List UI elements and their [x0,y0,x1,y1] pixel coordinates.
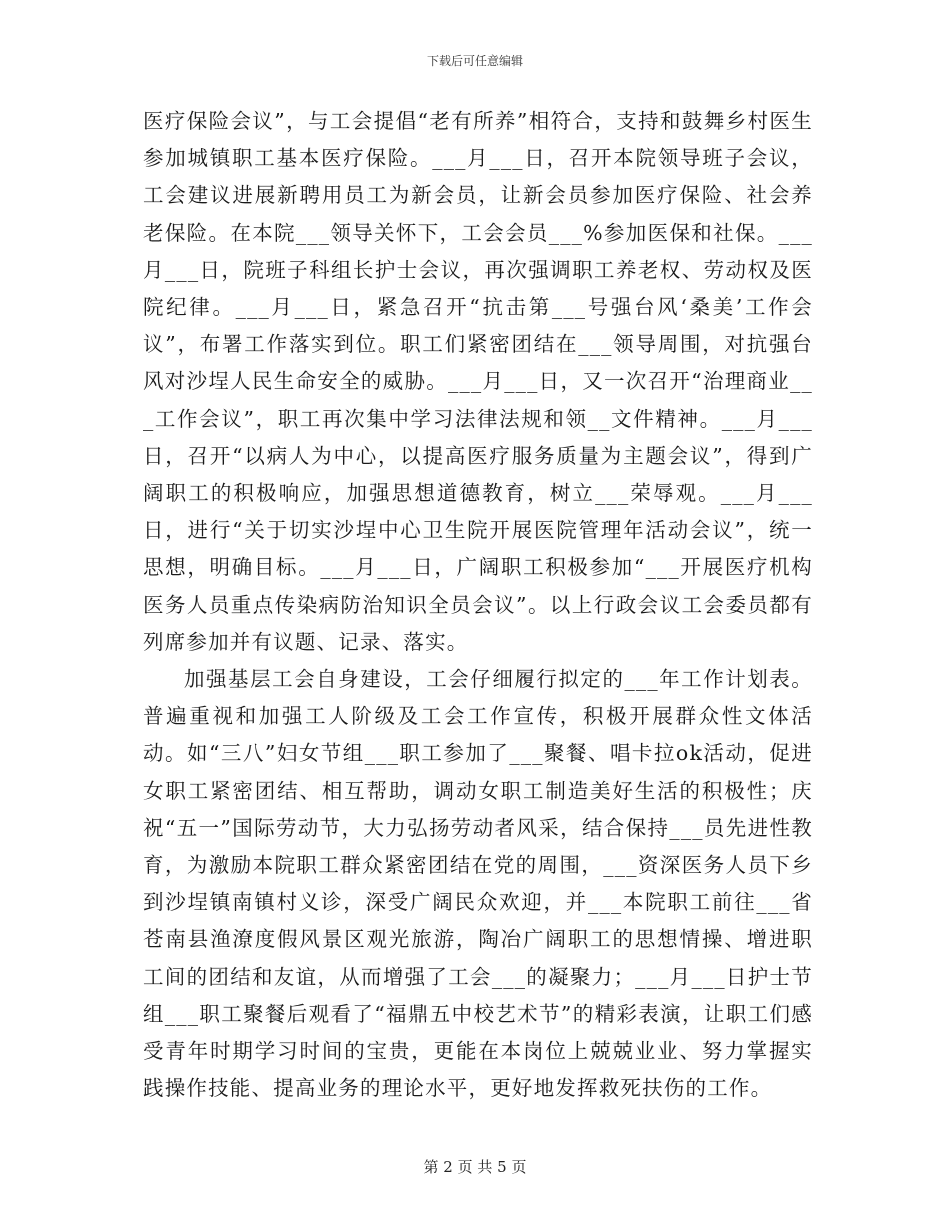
page-number-footer: 第 2 页 共 5 页 [423,1158,527,1176]
paragraph-union-building: 加强基层工会自身建设，工会仔细履行拟定的___年工作计划表。普遍重视和加强工人阶级及工会工作宣传，积极开展群众性文体活动。如“三八”妇女节组___职工参加了___聚餐、唱卡拉ok活动，促进女职工紧密团结、相互帮助，调动女职工制造美好生活的积极性；庆祝“五一”国际劳动节，大力弘扬劳动者风采，结合保持___员先进性教育，为激励本院职工群众紧密团结在党的周围，___资深医务人员下乡到沙埕镇南镇村义诊，深受广阔民众欢迎，并___本院职工前往___省苍南县渔潦度假风景区观光旅游，陶冶广阔职工的思想情操、增进职工间的团结和友谊，从而增强了工会___的凝聚力；___月___日护士节组___职工聚餐后观看了“福鼎五中校艺术节”的精彩表演，让职工们感受青年时期学习时间的宝贵，更能在本岗位上兢兢业业、努力掌握实践操作技能、提高业务的理论水平，更好地发挥救死扶伤的工作。 [143,667,813,1101]
paragraph-continuation: 医疗保险会议”，与工会提倡“老有所养”相符合，支持和鼓舞乡村医生参加城镇职工基本医疗保险。___月___日，召开本院领导班子会议，工会建议进展新聘用员工为新会员，让新会员参加医疗保险、社会养老保险。在本院___领导关怀下，工会会员___%参加医保和社保。___月___日，院班子科组长护士会议，再次强调职工养老权、劳动权及医院纪律。___月___日，紧急召开“抗击第___号强台风‘桑美’工作会议”，布署工作落实到位。职工们紧密团结在___领导周围，对抗强台风对沙埕人民生命安全的威胁。___月___日，又一次召开“治理商业___工作会议”，职工再次集中学习法律法规和领__文件精神。___月___日，召开“以病人为中心，以提高医疗服务质量为主题会议”，得到广阔职工的积极响应，加强思想道德教育，树立___荣辱观。___月___日，进行“关于切实沙埕中心卫生院开展医院管理年活动会议”，统一思想，明确目标。___月___日，广阔职工积极参加“___开展医疗机构医务人员重点传染病防治知识全员会议”。以上行政会议工会委员都有列席参加并有议题、记录、落实。 [143,109,813,654]
document-body [143,103,813,1107]
page-header: 下载后可任意编辑 [426,54,523,68]
